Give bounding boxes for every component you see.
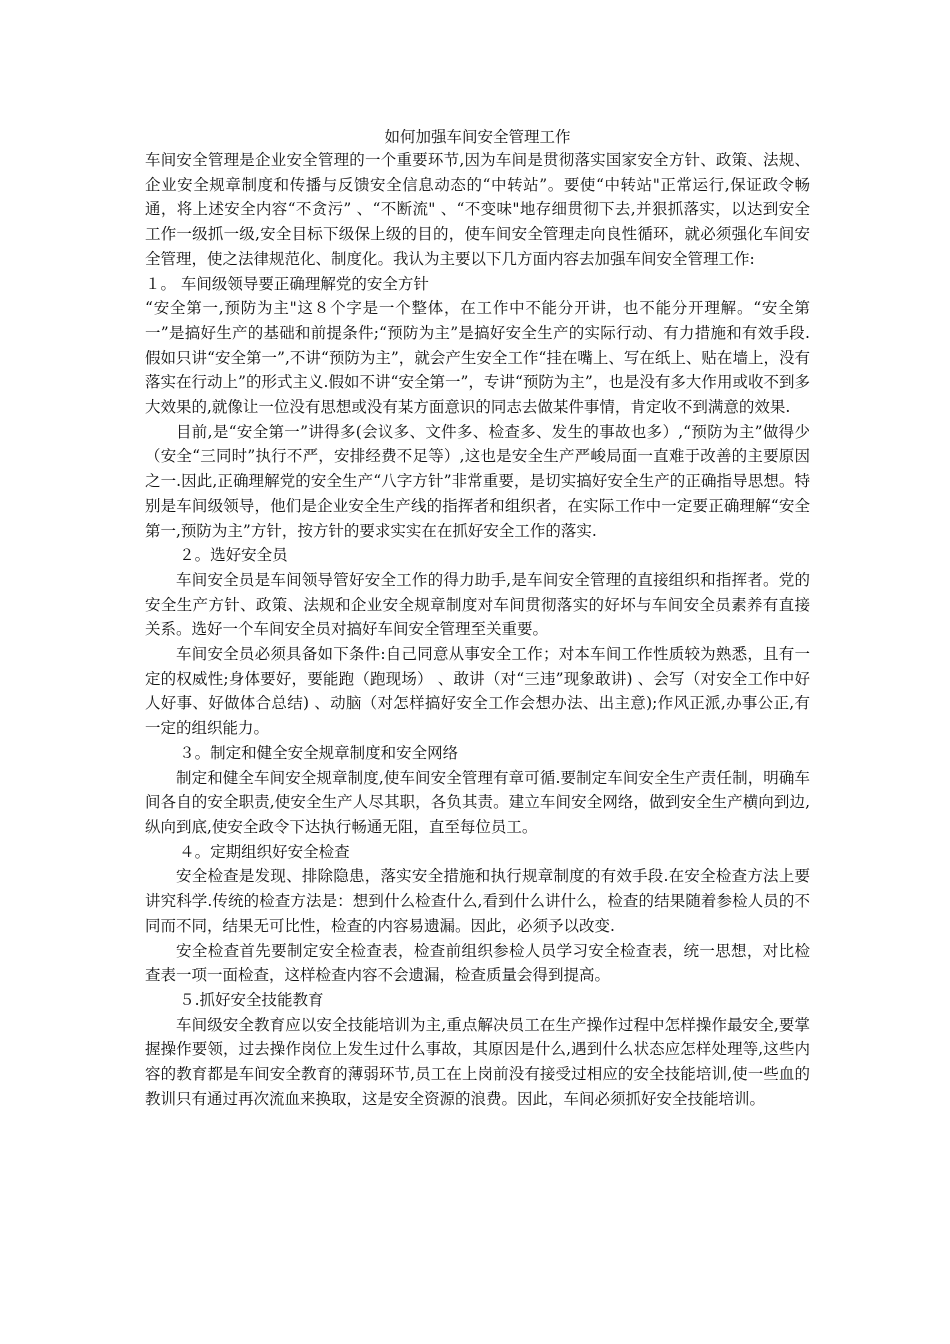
section-paragraph: “安全第一,预防为主"这８个字是一个整体，在工作中不能分开讲，也不能分开理解。“安全第一”是搞好生产的基础和前提条件;“预防为主”是搞好安全生产的实际行动、有力措施和有效手段.假如只讲“安全第一”,不讲“预防为主”，就会产生安全工作“挂在嘴上、写在纸上、贴在墙上，没有落实在行动上”的形式主义.假如不讲“安全第一”，专讲“预防为主”，也是没有多大作用或收不到多大效果的,就像让一位没有思想或没有某方面意识的同志去做某件事情，肯定收不到满意的效果. [145, 299, 810, 417]
section-heading: ４。定期组织好安全检查 [179, 842, 350, 861]
document-title: 如何加强车间安全管理工作 [384, 128, 571, 146]
section-3 [145, 741, 810, 840]
document-page [145, 126, 810, 1111]
section-4 [145, 840, 810, 988]
section-heading: ２。选好安全员 [179, 546, 288, 565]
section-1 [145, 272, 810, 544]
section-paragraph: 目前,是“安全第一”讲得多(会议多、文件多、检查多、发生的事故也多）,“预防为主”做得少（安全“三同时”执行不严，安排经费不足等）,这也是安全生产严峻局面一直难于改善的主要原因之一.因此,正确理解党的安全生产“八字方针”非常重要，是切实搞好安全生产的正确指导思想。特别是车间级领导，他们是企业安全生产线的指挥者和组织者，在实际工作中一定要正确理解“安全第一,预防为主”方针，按方针的要求实实在在抓好安全工作的落实. [145, 422, 810, 540]
section-paragraph: 制定和健全车间安全规章制度,使车间安全管理有章可循.要制定车间安全生产责任制，明确车间各自的安全职责,使安全生产人尽其职，各负其责。建立车间安全网络，做到安全生产横向到边,纵向到底,使安全政令下达执行畅通无阻，直至每位员工。 [145, 768, 810, 836]
section-heading: ３。制定和健全安全规章制度和安全网络 [179, 743, 459, 762]
section-paragraph: 车间安全员必须具备如下条件:自己同意从事安全工作；对本车间工作性质较为熟悉，且有一定的权威性;身体要好，要能跑（跑现场） 、敢讲（对“三违”现象敢讲) 、会写（对安全工作中好人好事、好做体合总结) 、动脑（对怎样搞好安全工作会想办法、出主意);作风正派,办事公正,有一定的组织能力。 [145, 645, 810, 738]
intro-paragraph: 车间安全管理是企业安全管理的一个重要环节,因为车间是贯彻落实国家安全方针、政策、法规、企业安全规章制度和传播与反馈安全信息动态的“中转站”。要使“中转站"正常运行,保证政令畅通，将上述安全内容“不贪污” 、“不断流" 、“不变味"地存细贯彻下去,并狠抓落实，以达到安全工作一级抓一级,安全目标下级保上级的目的，使车间安全管理走向良性循环，就必须强化车间安全管理，使之法律规范化、制度化。我认为主要以下几方面内容去加强车间安全管理工作: [145, 151, 810, 268]
section-heading: ５.抓好安全技能教育 [179, 990, 324, 1009]
section-paragraph: 安全检查首先要制定安全检查表，检查前组织参检人员学习安全检查表，统一思想，对比检查表一项一面检查，这样检查内容不会遗漏，检查质量会得到提高。 [145, 941, 810, 985]
section-2 [145, 543, 810, 741]
section-paragraph: 安全检查是发现、排除隐患，落实安全措施和执行规章制度的有效手段.在安全检查方法上要讲究科学.传统的检查方法是：想到什么检查什么,看到什么讲什么，检查的结果随着参检人员的不同而不同，结果无可比性，检查的内容易遗漏。因此，必须予以改变. [145, 867, 810, 935]
section-5 [145, 988, 810, 1112]
section-heading: １。 车间级领导要正确理解党的安全方针 [145, 274, 429, 293]
section-paragraph: 车间级安全教育应以安全技能培训为主,重点解决员工在生产操作过程中怎样操作最安全,要掌握操作要领，过去操作岗位上发生过什么事故，其原因是什么,遇到什么状态应怎样处理等,这些内容的教育都是车间安全教育的薄弱环节,员工在上岗前没有接受过相应的安全技能培训,使一些血的教训只有通过再次流血来换取，这是安全资源的浪费。因此，车间必须抓好安全技能培训。 [145, 1015, 810, 1108]
section-paragraph: 车间安全员是车间领导管好安全工作的得力助手,是车间安全管理的直接组织和指挥者。党的安全生产方针、政策、法规和企业安全规章制度对车间贯彻落实的好坏与车间安全员素养有直接关系。选好一个车间安全员对搞好车间安全管理至关重要。 [145, 570, 810, 639]
